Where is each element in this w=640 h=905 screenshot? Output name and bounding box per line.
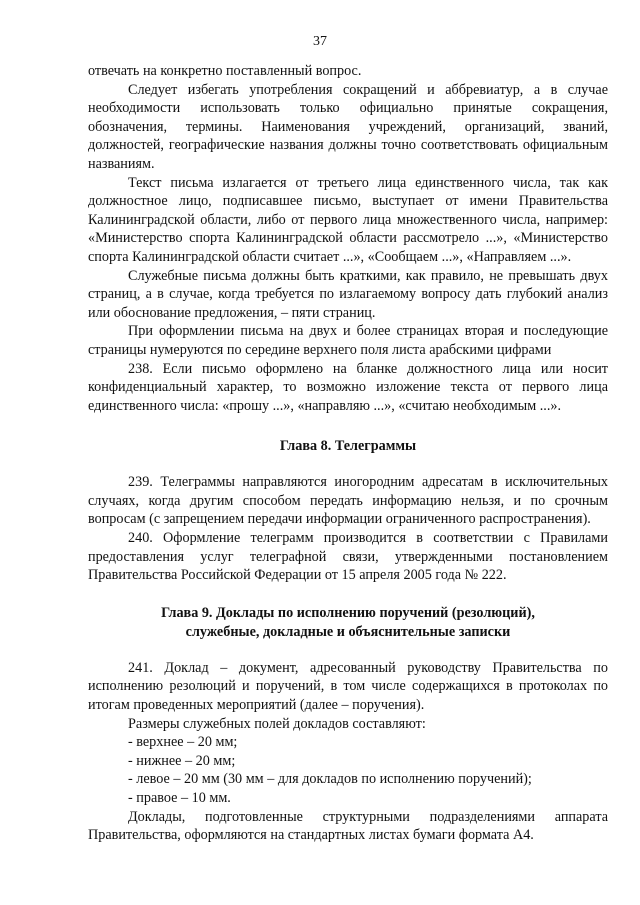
page-number: 37 xyxy=(313,34,327,49)
margins-intro: Размеры служебных полей докладов составляют: xyxy=(128,715,426,732)
chapter-8-heading: Глава 8. Телеграммы xyxy=(279,438,417,455)
paragraph-reports-format: Доклады, подготовленные структурными подразделениями аппарата Правительства, оформляются на стандартных листах бумаги формата А4. xyxy=(88,808,608,844)
chapter-9-heading xyxy=(88,604,608,642)
chapter-9-heading-line-1: Глава 9. Доклады по исполнению поручений (резолюций), xyxy=(161,604,535,621)
paragraph-letter-person: Текст письма излагается от третьего лица единственного числа, так как должностное лицо, подписавшее письмо, выступает от имени Правительства Калининградской области, либо от первого лица множественного числа, например: «Министерство спорта Калининградской области рассмотрело ...», «Министерство спорта Калининградской области считает ...», «Сообщаем ...», «Направляем ...». xyxy=(88,174,608,265)
list-item: - нижнее – 20 мм; xyxy=(128,752,236,769)
paragraph-page-numbering: При оформлении письма на двух и более страницах вторая и последующие страницы нумеруются по середине верхнего поля листа арабскими цифрами xyxy=(88,323,608,358)
paragraph-letter-length: Служебные письма должны быть краткими, как правило, не превышать двух страниц, а в случае, когда требуется по излагаемому вопросу дать глубокий анализ или обоснование предложения, – пяти страниц. xyxy=(88,267,608,321)
chapter-9-heading-line-2: служебные, докладные и объяснительные записки xyxy=(185,623,511,640)
paragraph-241: 241. Доклад – документ, адресованный руководству Правительства по исполнению резолюций и поручений, в том числе содержащихся в протоколах по итогам проведенных мероприятий (далее – поручения). xyxy=(88,659,608,714)
paragraph-238: 238. Если письмо оформлено на бланке должностного лица или носит конфиденциальный характер, то возможно изложение текста от первого лица единственного числа: «прошу ...», «направляю ...», «считаю необходимым ...». xyxy=(88,360,608,414)
paragraph-continuation: отвечать на конкретно поставленный вопрос. xyxy=(88,63,362,79)
paragraph-239: 239. Телеграммы направляются иногородним адресатам в исключительных случаях, когда другим способом передать информацию нельзя, и по срочным вопросам (с запрещением передачи информации ограниченного распространения). xyxy=(88,474,608,528)
paragraph-240: 240. Оформление телеграмм производится в соответствии с Правилами предоставления услуг телеграфной связи, утвержденными постановлением Правительства Российской Федерации от 15 апреля 2005 года № 222. xyxy=(88,530,608,584)
margins-list xyxy=(88,733,608,807)
page-content xyxy=(88,62,608,845)
list-item: - левое – 20 мм (30 мм – для докладов по исполнению поручений); xyxy=(128,771,532,788)
list-item: - правое – 10 мм. xyxy=(128,790,231,806)
paragraph-abbreviations: Следует избегать употребления сокращений и аббревиатур, а в случае необходимости использовать только официально принятые сокращения, обозначения, термины. Наименования учреждений, организаций, званий, должностей, географические названия должны точно соответствовать официальным названиям. xyxy=(88,81,608,172)
list-item: - верхнее – 20 мм; xyxy=(128,734,238,751)
